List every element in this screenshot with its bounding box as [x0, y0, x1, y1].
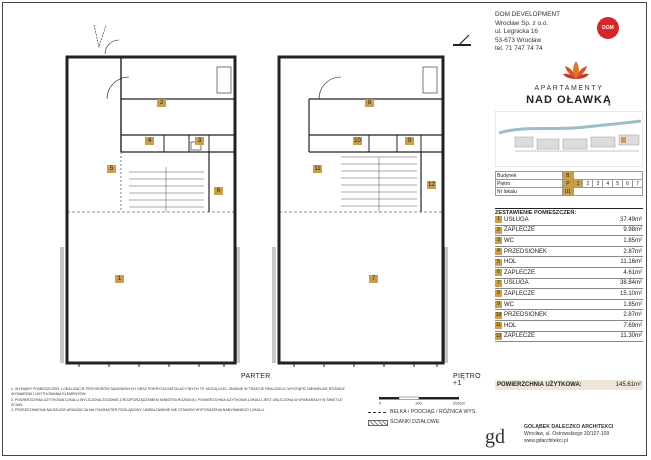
room-number: 12 [495, 332, 502, 339]
room-tag-12: 12 [428, 182, 435, 188]
room-area: 9.98m² [595, 225, 643, 236]
room-name: USŁUGA [504, 278, 595, 289]
room-number: 9 [495, 301, 502, 308]
room-name: ZAPLECZE [504, 225, 595, 236]
floor-value-p: P [563, 180, 573, 188]
room-row [495, 310, 643, 321]
scale-tick-100: 100 [415, 400, 422, 405]
scale-tick-200: 200cm [453, 400, 466, 405]
room-area: 11.30m² [595, 331, 643, 342]
room-number: 3 [495, 237, 502, 244]
rooms-table [495, 215, 643, 342]
room-area: 1.85m² [595, 236, 643, 247]
room-area: 1.85m² [595, 299, 643, 310]
room-number: 8 [495, 290, 502, 297]
floor-plans [9, 7, 489, 387]
architect-logo-icon [484, 421, 514, 451]
floor-label-parter: PARTER [241, 373, 271, 380]
architect-name: GOLĄBEK DALECZKO ARCHITEKCI [524, 424, 614, 430]
floor-label-pietro: PIĘTRO +1 [453, 373, 481, 387]
room-area: 2.87m² [595, 246, 643, 257]
room-number: 4 [495, 248, 502, 255]
total-area-value: 145.61m² [615, 382, 641, 388]
room-name: PRZEDSIONEK [504, 246, 595, 257]
building-value: B [563, 172, 573, 180]
room-row [495, 225, 643, 236]
room-row [495, 257, 643, 268]
brand-line-2: NAD OŁAWKĄ [526, 94, 612, 106]
room-number: 1 [495, 216, 502, 223]
floor-plan-drawing [9, 7, 489, 383]
room-area: 11.16m² [595, 257, 643, 268]
lotus-icon [563, 59, 589, 81]
room-tag-6: 6 [214, 187, 223, 195]
room-row [495, 236, 643, 247]
room-number: 10 [495, 311, 502, 318]
developer-company: Wrocław Sp. z o.o. [495, 19, 549, 27]
room-row [495, 289, 643, 300]
site-location-map [495, 111, 643, 167]
room-area: 15.10m² [595, 289, 643, 300]
room-tag-9: 9 [405, 137, 414, 145]
room-tag-7: 7 [369, 275, 378, 283]
floor-value-1: 1 [573, 180, 583, 188]
note-3: 3. PRZEDSTAWIONA NA RZUCIE ARANŻACJA MA CHARAKTER POGLĄDOWY, UMEBLOWANIE NIE STANOWI WYPOSAŻENIA NABYWANEGO LOKALU. [11, 408, 265, 413]
room-name: ZAPLECZE [504, 267, 595, 278]
architect-website: www.gdarchitekci.pl [524, 438, 568, 444]
developer-address [495, 11, 560, 54]
unit-number-value: U1 [564, 188, 572, 195]
room-tag-10: 10 [354, 138, 361, 144]
room-number: 6 [495, 269, 502, 276]
note-2: 2. POWIERZCHNIA UŻYTKOWA LOKALU WYLICZONA ZGODNIE Z ROZPORZĄDZENIEM MINISTRA ROZWOJU; POWIERZCHNIA UŻYTKOWA LOKALU JEST OBLICZONA W WYMIARACH W ŚWIETLE ŚCIAN. [11, 397, 343, 407]
room-number: 5 [495, 259, 502, 266]
room-tag-2: 2 [157, 99, 166, 107]
room-name: HOL [504, 257, 595, 268]
legend-beam: BELKA / PODCIĄG / RÓŻNICA WYS. [368, 407, 477, 417]
room-tag-4: 4 [145, 137, 154, 145]
legend-partition: ŚCIANKI DZIAŁOWE [368, 417, 477, 427]
unit-id-table: Budynek B Piętro P 1 2 3 4 5 6 7 Nr lokalu U1 [495, 171, 643, 196]
room-name: HOL [504, 320, 595, 331]
rooms-heading: ZESTAWIENIE POMIESZCZEŃ: [495, 208, 643, 216]
unit-number-label: Nr lokalu [496, 188, 563, 196]
room-row [495, 299, 643, 310]
room-tag-1: 1 [115, 275, 124, 283]
notes [11, 387, 351, 413]
room-area: 37.49m² [595, 215, 643, 225]
room-name: PRZEDSIONEK [504, 310, 595, 321]
developer-phone: tel. 71 747 74 74 [495, 45, 543, 53]
room-tag-5: 5 [107, 165, 116, 173]
room-tag-11: 11 [314, 166, 321, 172]
room-area: 7.69m² [595, 320, 643, 331]
room-area: 4.61m² [595, 267, 643, 278]
developer-street: ul. Legnicka 16 [495, 28, 538, 36]
room-area: 38.84m² [595, 278, 643, 289]
room-area: 2.87m² [595, 310, 643, 321]
developer-city: 53-673 Wrocław [495, 36, 542, 44]
room-name: ZAPLECZE [504, 289, 595, 300]
note-1: 1. WYMIARY POMIESZCZEŃ, LOKALIZACJE PRZYBORÓW SANITARNYCH ORAZ POKRYCIA INSTALACYJNYCH TP. MOGĄ ULEC ZMIANIE W TRAKCIE REALIZACJI. WYSTĄPIĆ NIEWIELKIE RÓŻNICE WYMIARÓW I USYTUOWANIA ELEMENTÓW. [11, 387, 345, 397]
dom-development-logo: DOM [597, 17, 619, 39]
architect-info [524, 424, 613, 445]
room-tag-3: 3 [195, 137, 204, 145]
room-name: ZAPLECZE [504, 331, 595, 342]
total-area [495, 380, 643, 390]
room-row [495, 278, 643, 289]
drawing-sheet [2, 2, 647, 456]
floor-label: Piętro [496, 180, 563, 188]
legend [368, 407, 477, 427]
brand-line-1: APARTAMENTY [534, 85, 604, 92]
room-row [495, 331, 643, 342]
room-row [495, 267, 643, 278]
developer-name: DOM DEVELOPMENT [495, 11, 560, 18]
scale-tick-0: 0 [379, 400, 382, 405]
room-name: WC [504, 236, 595, 247]
room-row [495, 320, 643, 331]
room-row [495, 246, 643, 257]
building-label: Budynek [496, 172, 563, 180]
svg-text:gd: gd [485, 426, 505, 448]
room-row [495, 215, 643, 225]
room-name: WC [504, 299, 595, 310]
architect-address: Wrocław, ul. Ostrowskiego 30/107-109 [524, 431, 610, 437]
room-number: 11 [495, 322, 502, 329]
room-tag-8: 8 [365, 99, 374, 107]
room-number: 2 [495, 227, 502, 234]
scale-bar [379, 396, 479, 405]
room-number: 7 [495, 280, 502, 287]
room-name: USŁUGA [504, 215, 595, 225]
total-area-label: POWIERZCHNIA UŻYTKOWA: [497, 382, 582, 388]
